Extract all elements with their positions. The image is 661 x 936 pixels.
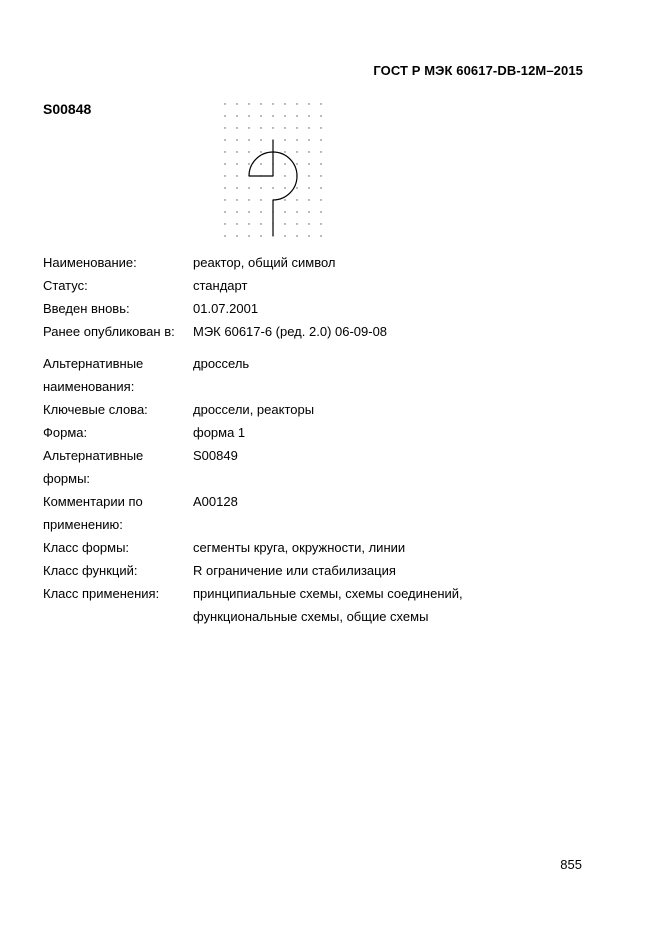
grid-dot [260, 139, 261, 140]
field-label-line: Класс формы: [43, 540, 130, 555]
grid-dot [236, 223, 237, 224]
field-label-line: формы: [43, 471, 91, 486]
field-value-line [193, 513, 463, 536]
grid-dot [296, 127, 297, 128]
grid-dot [296, 223, 297, 224]
document-header: ГОСТ Р МЭК 60617-DB-12M–2015 [373, 63, 583, 78]
field-label-line: Форма: [43, 425, 88, 440]
grid-dot [308, 187, 309, 188]
symbol-code: S00848 [43, 101, 92, 117]
grid-dot [224, 151, 225, 152]
grid-dot [236, 235, 237, 236]
field-label [43, 559, 188, 582]
grid-dot [284, 211, 285, 212]
field-value-line [193, 467, 463, 490]
field-value [193, 297, 463, 320]
grid-dot [320, 103, 321, 104]
grid-dot [284, 187, 285, 188]
grid-dot [320, 187, 321, 188]
grid-dot [272, 103, 273, 104]
grid-dot [236, 139, 237, 140]
grid-dot [248, 223, 249, 224]
field-label [43, 274, 188, 297]
grid-dot [308, 163, 309, 164]
grid-dot [224, 103, 225, 104]
field-label [43, 490, 188, 536]
field-label-line: Ранее опубликован в: [43, 324, 175, 339]
grid-dot [308, 151, 309, 152]
grid-dot [308, 139, 309, 140]
grid-dot [224, 175, 225, 176]
grid-dot [260, 103, 261, 104]
grid-dot [260, 163, 261, 164]
grid-dot [284, 223, 285, 224]
grid-dot [296, 211, 297, 212]
grid-dot [308, 127, 309, 128]
field-value-line: стандарт [193, 278, 248, 293]
grid-dot [248, 151, 249, 152]
grid-dot [320, 115, 321, 116]
field-label-line: наименования: [43, 379, 135, 394]
field-value-line: функциональные схемы, общие схемы [193, 609, 429, 624]
field-label-line: Альтернативные [43, 356, 144, 371]
field-label-line: Статус: [43, 278, 88, 293]
grid-dot [248, 139, 249, 140]
grid-dot [236, 103, 237, 104]
grid-dot [284, 139, 285, 140]
field-value-line: принципиальные схемы, схемы соединений, [193, 586, 463, 601]
grid-dot [320, 127, 321, 128]
field-value [193, 398, 463, 421]
grid-dot [224, 115, 225, 116]
field-row [43, 559, 463, 582]
grid-dot [272, 187, 273, 188]
grid-dot [320, 211, 321, 212]
grid-dot [284, 127, 285, 128]
field-value-line: S00849 [193, 448, 238, 463]
grid-dot [236, 175, 237, 176]
field-value-line: МЭК 60617-6 (ред. 2.0) 06-09-08 [193, 324, 388, 339]
field-row [43, 444, 463, 490]
grid-dot [296, 103, 297, 104]
field-value-line: реактор, общий символ [193, 255, 336, 270]
grid-dot [260, 127, 261, 128]
reactor-symbol-icon [220, 100, 330, 255]
field-row [43, 490, 463, 536]
grid-dot [272, 115, 273, 116]
grid-dot [296, 187, 297, 188]
grid-dot [260, 151, 261, 152]
field-label-line: применению: [43, 517, 123, 532]
grid-dot [260, 187, 261, 188]
grid-dot [296, 163, 297, 164]
field-value-line: R ограничение или стабилизация [193, 563, 396, 578]
field-label [43, 251, 188, 274]
grid-dot [320, 199, 321, 200]
grid-dot [296, 139, 297, 140]
grid-dot [284, 115, 285, 116]
grid-dot [320, 163, 321, 164]
field-value-line: дроссель [193, 356, 250, 371]
field-label [43, 398, 188, 421]
grid-dot [308, 175, 309, 176]
grid-dot [224, 163, 225, 164]
field-label-line: Ключевые слова: [43, 402, 148, 417]
grid-dot [236, 115, 237, 116]
field-value [193, 251, 463, 274]
grid-dot [308, 115, 309, 116]
field-value-line: сегменты круга, окружности, линии [193, 540, 406, 555]
grid-dot [236, 163, 237, 164]
field-value [193, 320, 463, 343]
grid-dot [320, 151, 321, 152]
grid-dot [296, 115, 297, 116]
field-value [193, 582, 463, 628]
grid-dot [308, 211, 309, 212]
field-value [193, 274, 463, 297]
grid-dot [320, 139, 321, 140]
grid-dot [248, 199, 249, 200]
field-value-line: 01.07.2001 [193, 301, 259, 316]
grid-dot [260, 223, 261, 224]
field-label [43, 352, 188, 398]
field-label [43, 582, 188, 605]
field-label [43, 320, 188, 343]
page-number: 855 [560, 857, 582, 872]
grid-dot [284, 199, 285, 200]
grid-dot [224, 211, 225, 212]
field-value [193, 421, 463, 444]
grid-dot [296, 199, 297, 200]
field-value-line: дроссели, реакторы [193, 402, 315, 417]
field-row [43, 297, 463, 320]
field-label-line: Альтернативные [43, 448, 144, 463]
symbol-drawing [220, 100, 330, 250]
field-label-line: Комментарии по [43, 494, 143, 509]
grid-dot [236, 151, 237, 152]
grid-dot [296, 151, 297, 152]
field-row [43, 398, 463, 421]
grid-dot [248, 187, 249, 188]
field-row [43, 274, 463, 297]
grid-dot [308, 199, 309, 200]
grid-dot [224, 187, 225, 188]
grid-dot [320, 235, 321, 236]
field-table [43, 251, 463, 628]
grid-dot [260, 115, 261, 116]
field-row [43, 251, 463, 274]
grid-dot [224, 127, 225, 128]
grid-dot [320, 223, 321, 224]
grid-dot [308, 103, 309, 104]
field-label [43, 421, 188, 444]
grid-dot [284, 235, 285, 236]
grid-dot [260, 199, 261, 200]
field-label [43, 297, 188, 320]
grid-dot [248, 103, 249, 104]
grid-dot [248, 127, 249, 128]
grid-dot [224, 139, 225, 140]
grid-dot [284, 151, 285, 152]
grid-dot [284, 163, 285, 164]
grid-dot [260, 211, 261, 212]
field-value [193, 490, 463, 536]
field-row [43, 421, 463, 444]
grid-dot [272, 127, 273, 128]
grid-dot [308, 223, 309, 224]
grid-dot [284, 103, 285, 104]
grid-dot [224, 223, 225, 224]
grid-dot [308, 235, 309, 236]
field-row [43, 352, 463, 398]
grid-dot [284, 175, 285, 176]
grid-dot [224, 199, 225, 200]
grid-dot [248, 115, 249, 116]
field-row [43, 320, 463, 343]
grid-dot [296, 235, 297, 236]
field-label [43, 444, 188, 490]
grid-dot [236, 199, 237, 200]
grid-dot [236, 187, 237, 188]
field-value [193, 536, 463, 559]
grid-dot [236, 211, 237, 212]
field-label-line: Класс функций: [43, 563, 138, 578]
field-row [43, 536, 463, 559]
grid-dot [248, 235, 249, 236]
grid-dot [224, 235, 225, 236]
grid-dot [236, 127, 237, 128]
field-value [193, 559, 463, 582]
field-label [43, 536, 188, 559]
grid-dot [248, 211, 249, 212]
field-value-line [193, 375, 463, 398]
grid-dot [260, 235, 261, 236]
field-value-line: форма 1 [193, 425, 246, 440]
field-value-line: A00128 [193, 494, 238, 509]
field-label-line: Введен вновь: [43, 301, 130, 316]
grid-dot [320, 175, 321, 176]
field-value [193, 444, 463, 490]
field-label-line: Наименование: [43, 255, 137, 270]
field-row [43, 582, 463, 628]
field-label-line: Класс применения: [43, 586, 160, 601]
grid-dot [248, 163, 249, 164]
field-value [193, 352, 463, 398]
